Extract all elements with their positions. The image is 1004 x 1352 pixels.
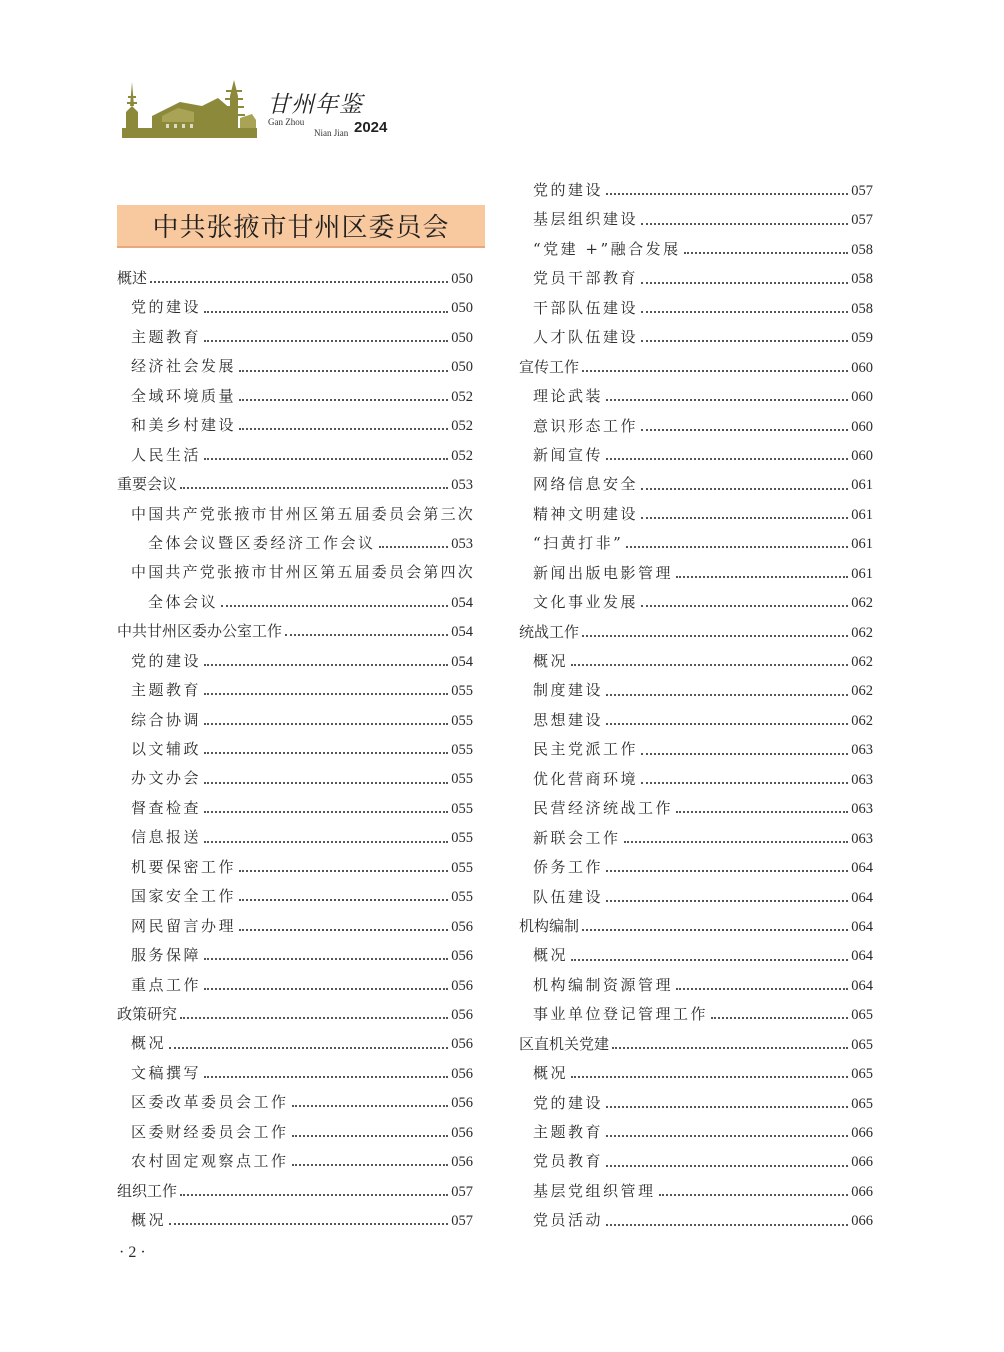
toc-entry[interactable] — [117, 1000, 473, 1029]
toc-entry-page: 057 — [451, 1213, 473, 1229]
toc-entry[interactable] — [117, 500, 476, 529]
toc-entry-label: 优化营商环境 — [533, 769, 639, 788]
toc-entry[interactable] — [117, 293, 473, 322]
toc-entry[interactable] — [519, 529, 873, 558]
dot-leader — [292, 1163, 449, 1166]
toc-entry-label: 党的建设 — [533, 181, 604, 199]
page-number: · 2 · — [119, 1244, 146, 1261]
dot-leader — [641, 339, 848, 342]
toc-entry-label: 基层组织建设 — [533, 210, 639, 229]
toc-entry-page: 059 — [851, 330, 873, 347]
toc-entry-page: 060 — [851, 447, 873, 464]
toc-entry-label: 和美乡村建设 — [131, 416, 237, 435]
toc-entry[interactable] — [519, 618, 873, 647]
toc-entry-label: 侨务工作 — [533, 858, 604, 877]
toc-entry[interactable] — [519, 1177, 873, 1206]
toc-entry-label: 干部队伍建设 — [533, 298, 639, 317]
dot-leader — [641, 310, 848, 313]
dot-leader — [641, 281, 848, 284]
toc-entry[interactable] — [519, 205, 873, 234]
toc-entry[interactable] — [117, 1206, 473, 1235]
toc-entry-page: 052 — [451, 418, 473, 435]
toc-entry[interactable] — [519, 941, 873, 970]
toc-entry[interactable] — [117, 558, 476, 587]
toc-entry-label: 服务保障 — [131, 946, 202, 965]
toc-entry-page: 055 — [451, 859, 473, 876]
toc-entry-label: 中国共产党张掖市甘州区第五届委员会第四次 — [131, 563, 476, 582]
dot-leader — [641, 428, 848, 431]
toc-entry-page: 050 — [451, 359, 473, 376]
dot-leader — [169, 1046, 448, 1049]
section-title: 中共张掖市甘州区委员会 — [117, 205, 485, 248]
toc-entry[interactable] — [117, 912, 473, 941]
dot-leader — [624, 840, 849, 843]
dot-leader — [606, 398, 848, 401]
toc-entry-page: 062 — [851, 712, 873, 729]
toc-entry-label: 精神文明建设 — [533, 504, 639, 523]
toc-entry-label: 党员教育 — [533, 1152, 604, 1171]
toc-entry-label: 民营经济统战工作 — [533, 799, 674, 818]
brand-pinyin-1: Gan Zhou — [268, 117, 305, 127]
toc-left-column — [117, 264, 476, 1235]
toc-entry[interactable] — [519, 1089, 873, 1118]
toc-entry-page: 061 — [851, 506, 873, 523]
toc-entry-page: 055 — [451, 712, 473, 729]
toc-entry-label: 新闻出版电影管理 — [533, 563, 674, 582]
toc-entry-page: 052 — [451, 447, 473, 464]
toc-entry-label: 督查检查 — [131, 798, 202, 817]
toc-entry-page: 053 — [451, 535, 473, 552]
toc-entry[interactable] — [117, 529, 473, 558]
toc-entry[interactable] — [117, 676, 473, 705]
dot-leader — [204, 663, 448, 666]
toc-entry-label: 重要会议 — [117, 475, 178, 494]
dot-leader — [180, 1016, 448, 1019]
toc-entry-page: 055 — [451, 830, 473, 847]
toc-entry-label: 民主党派工作 — [533, 740, 639, 759]
toc-entry[interactable] — [519, 824, 873, 853]
toc-entry-label: 意识形态工作 — [533, 416, 639, 435]
toc-entry[interactable] — [117, 617, 473, 646]
toc-entry-label: 农村固定观察点工作 — [131, 1152, 289, 1171]
toc-entry-page: 063 — [851, 742, 873, 759]
toc-entry-page: 061 — [851, 536, 873, 553]
toc-entry-label: 主题教育 — [533, 1123, 604, 1141]
dot-leader — [204, 987, 448, 990]
toc-entry-page: 054 — [451, 653, 473, 670]
toc-entry-label: 党员干部教育 — [533, 269, 639, 288]
toc-entry-label: 国家安全工作 — [131, 887, 237, 906]
toc-entry-page: 056 — [451, 977, 473, 994]
toc-entry[interactable] — [519, 235, 873, 264]
toc-entry-label: 以文辅政 — [131, 740, 202, 758]
dot-leader — [676, 987, 848, 990]
toc-entry-page: 057 — [451, 1183, 473, 1200]
toc-entry[interactable] — [117, 853, 473, 882]
toc-entry[interactable] — [519, 706, 873, 735]
toc-entry-page: 055 — [451, 771, 473, 788]
dot-leader — [606, 1105, 848, 1108]
toc-entry[interactable] — [117, 823, 473, 852]
toc-entry-page: 052 — [451, 388, 473, 405]
dot-leader — [204, 457, 448, 460]
dot-leader — [641, 604, 848, 607]
toc-entry-label: “党建 +”融合发展 — [533, 239, 681, 258]
dot-leader — [204, 810, 448, 813]
yearbook-brand-title: 甘州年鉴 — [267, 92, 363, 118]
toc-entry-page: 060 — [851, 418, 873, 435]
toc-entry-label: 概述 — [117, 269, 148, 287]
toc-entry-label: 办文办会 — [131, 769, 202, 788]
toc-entry-page: 054 — [451, 624, 473, 641]
toc-entry-page: 055 — [451, 683, 473, 700]
toc-entry[interactable] — [117, 1177, 473, 1206]
dot-leader — [641, 222, 848, 225]
toc-entry-label: 队伍建设 — [533, 887, 604, 906]
toc-entry[interactable] — [117, 941, 473, 970]
dot-leader — [571, 958, 848, 961]
dot-leader — [221, 604, 448, 607]
dot-leader — [676, 810, 848, 813]
toc-entry[interactable] — [117, 1059, 473, 1088]
toc-entry[interactable] — [519, 412, 873, 441]
dot-leader — [204, 310, 448, 313]
dot-leader — [204, 1075, 448, 1078]
toc-entry[interactable] — [519, 883, 873, 912]
toc-entry[interactable] — [117, 588, 473, 617]
dot-leader — [239, 869, 448, 872]
toc-entry[interactable] — [519, 176, 873, 205]
toc-entry[interactable] — [519, 323, 873, 352]
dot-leader — [606, 869, 848, 872]
toc-entry-page: 065 — [851, 1007, 873, 1024]
toc-entry-page: 060 — [851, 389, 873, 406]
toc-entry-label: 中共甘州区委办公室工作 — [117, 622, 283, 641]
dot-leader — [606, 1223, 848, 1226]
toc-entry-label: 党的建设 — [131, 651, 202, 670]
toc-entry-page: 058 — [851, 241, 873, 258]
toc-entry-label: 党的建设 — [131, 298, 202, 317]
dot-leader — [180, 1193, 448, 1196]
toc-entry-label: 事业单位登记管理工作 — [533, 1005, 709, 1024]
dot-leader — [239, 928, 448, 931]
dot-leader — [571, 1075, 848, 1078]
toc-entry-label: 概况 — [533, 946, 569, 965]
dot-leader — [204, 781, 448, 784]
toc-entry-label: 统战工作 — [519, 622, 580, 641]
toc-entry-label: 区委改革委员会工作 — [131, 1093, 289, 1112]
toc-entry-page: 058 — [851, 271, 873, 288]
dot-leader — [180, 486, 448, 489]
toc-entry-page: 055 — [451, 742, 473, 758]
toc-entry-label: 网民留言办理 — [131, 916, 237, 935]
toc-entry-page: 062 — [851, 624, 873, 641]
toc-entry-page: 056 — [451, 1154, 473, 1171]
toc-entry-label: 全域环境质量 — [131, 386, 237, 405]
toc-entry[interactable] — [117, 706, 473, 735]
toc-entry-page: 064 — [851, 918, 873, 935]
toc-entry-page: 055 — [451, 800, 473, 817]
toc-entry-label: 概况 — [131, 1034, 167, 1053]
toc-entry[interactable] — [519, 1000, 873, 1029]
toc-entry[interactable] — [519, 500, 873, 529]
dot-leader — [292, 1104, 449, 1107]
dot-leader — [582, 369, 848, 372]
toc-entry-label: 区委财经委员会工作 — [131, 1122, 289, 1141]
toc-entry[interactable] — [117, 1147, 473, 1176]
toc-entry[interactable] — [117, 470, 473, 499]
toc-entry-page: 062 — [851, 683, 873, 700]
toc-entry-page: 066 — [851, 1125, 873, 1141]
toc-entry[interactable] — [117, 1029, 473, 1058]
dot-leader — [711, 1016, 848, 1019]
dot-leader — [606, 1164, 848, 1167]
toc-right-column — [519, 176, 873, 1236]
toc-entry[interactable] — [519, 1030, 873, 1059]
toc-entry-page: 056 — [451, 1124, 473, 1141]
toc-entry[interactable] — [519, 441, 873, 470]
toc-entry-page: 063 — [851, 830, 873, 847]
toc-entry[interactable] — [519, 470, 873, 499]
toc-entry-label: 党的建设 — [533, 1093, 604, 1112]
dot-leader — [606, 899, 848, 902]
toc-entry-label: 全体会议暨区委经济工作会议 — [148, 533, 376, 552]
toc-entry-page: 061 — [851, 477, 873, 494]
dot-leader — [626, 545, 848, 548]
toc-entry[interactable] — [117, 971, 473, 1000]
toc-entry[interactable] — [117, 441, 473, 470]
toc-entry[interactable] — [519, 1147, 873, 1176]
toc-entry-label: 信息报送 — [131, 828, 202, 847]
toc-entry-label: “扫黄打非” — [533, 534, 624, 553]
toc-entry[interactable] — [117, 735, 473, 764]
toc-entry-page: 065 — [851, 1066, 873, 1083]
toc-entry-page: 062 — [851, 654, 873, 670]
dot-leader — [204, 339, 448, 342]
toc-entry[interactable] — [519, 382, 873, 411]
toc-entry[interactable] — [519, 853, 873, 882]
brand-year: 2024 — [354, 119, 388, 136]
toc-entry-page: 065 — [851, 1036, 873, 1053]
toc-entry-page: 053 — [451, 477, 473, 494]
toc-entry-label: 机要保密工作 — [131, 857, 237, 876]
toc-entry-label: 主题教育 — [131, 327, 202, 346]
toc-entry-label: 宣传工作 — [519, 357, 580, 376]
toc-entry[interactable] — [117, 264, 473, 293]
toc-entry-label: 中国共产党张掖市甘州区第五届委员会第三次 — [131, 504, 476, 523]
dot-leader — [379, 545, 449, 548]
toc-entry-page: 064 — [851, 860, 873, 877]
toc-entry-page: 056 — [451, 1095, 473, 1112]
toc-entry-page: 064 — [851, 948, 873, 965]
toc-entry-page: 055 — [451, 889, 473, 906]
toc-entry[interactable] — [117, 794, 473, 823]
dot-leader — [641, 487, 848, 490]
toc-entry-label: 党员活动 — [533, 1211, 604, 1230]
toc-entry-label: 基层党组织管理 — [533, 1181, 656, 1200]
toc-entry-label: 组织工作 — [117, 1181, 178, 1200]
dot-leader — [606, 1134, 848, 1137]
toc-entry[interactable] — [519, 264, 873, 293]
toc-entry-page: 057 — [851, 183, 873, 199]
toc-entry-label: 文稿撰写 — [131, 1063, 202, 1082]
dot-leader — [285, 633, 448, 636]
toc-entry-page: 063 — [851, 801, 873, 818]
dot-leader — [292, 1134, 449, 1137]
dot-leader — [239, 427, 448, 430]
dot-leader — [204, 840, 448, 843]
dot-leader — [612, 1046, 848, 1049]
dot-leader — [641, 516, 848, 519]
toc-entry[interactable] — [519, 971, 873, 1000]
toc-entry[interactable] — [519, 1118, 873, 1147]
dot-leader — [606, 457, 848, 460]
toc-entry-label: 人才队伍建设 — [533, 328, 639, 347]
toc-entry[interactable] — [519, 353, 873, 382]
toc-entry-page: 064 — [851, 977, 873, 994]
dot-leader — [582, 634, 848, 637]
toc-entry-label: 综合协调 — [131, 710, 202, 729]
toc-entry-page: 064 — [851, 889, 873, 906]
toc-entry[interactable] — [519, 912, 873, 941]
toc-entry-page: 066 — [851, 1154, 873, 1171]
toc-entry-label: 文化事业发展 — [533, 593, 639, 612]
dot-leader — [239, 398, 448, 401]
dot-leader — [239, 369, 448, 372]
toc-entry-label: 经济社会发展 — [131, 357, 237, 376]
dot-leader — [641, 752, 848, 755]
toc-entry-page: 050 — [451, 300, 473, 317]
dot-leader — [204, 722, 448, 725]
toc-entry-label: 重点工作 — [131, 975, 202, 994]
toc-entry-label: 理论武装 — [533, 387, 604, 406]
toc-entry-label: 区直机关党建 — [519, 1034, 610, 1053]
toc-entry-label: 新闻宣传 — [533, 445, 604, 464]
brand-pinyin-2: Nian Jian — [314, 128, 349, 138]
dot-leader — [684, 251, 849, 254]
toc-entry-page: 065 — [851, 1095, 873, 1112]
toc-entry[interactable] — [519, 647, 873, 676]
page-header — [122, 76, 422, 140]
toc-entry[interactable] — [117, 882, 473, 911]
toc-entry[interactable] — [117, 323, 473, 352]
toc-entry-page: 056 — [451, 1036, 473, 1053]
toc-entry-label: 思想建设 — [533, 710, 604, 729]
toc-entry[interactable] — [519, 1059, 873, 1088]
dot-leader — [606, 192, 848, 195]
toc-entry[interactable] — [519, 765, 873, 794]
dot-leader — [204, 751, 448, 754]
toc-entry[interactable] — [519, 559, 873, 588]
toc-entry[interactable] — [117, 647, 473, 676]
toc-entry[interactable] — [117, 411, 473, 440]
toc-entry-label: 人民生活 — [131, 445, 202, 464]
toc-entry[interactable] — [519, 676, 873, 705]
toc-entry-page: 066 — [851, 1213, 873, 1230]
dot-leader — [641, 781, 848, 784]
toc-entry-page: 063 — [851, 771, 873, 788]
toc-entry[interactable] — [117, 382, 473, 411]
toc-entry-page: 050 — [451, 329, 473, 346]
toc-entry-label: 新联会工作 — [533, 828, 621, 847]
toc-entry-page: 061 — [851, 565, 873, 582]
toc-entry-label: 网络信息安全 — [533, 475, 639, 494]
dot-leader — [204, 692, 448, 695]
toc-entry-label: 全体会议 — [148, 592, 219, 611]
dot-leader — [169, 1222, 448, 1225]
dot-leader — [150, 280, 448, 283]
toc-entry[interactable] — [519, 1206, 873, 1235]
toc-entry-page: 056 — [451, 918, 473, 935]
toc-entry-label: 主题教育 — [131, 681, 202, 700]
toc-entry[interactable] — [519, 294, 873, 323]
toc-entry[interactable] — [117, 1088, 473, 1117]
dot-leader — [239, 898, 448, 901]
toc-entry-page: 066 — [851, 1183, 873, 1200]
dot-leader — [606, 722, 848, 725]
toc-entry[interactable] — [117, 1118, 473, 1147]
toc-entry[interactable] — [117, 352, 473, 381]
pagoda-skyline-logo — [122, 76, 257, 140]
toc-entry-page: 050 — [451, 271, 473, 287]
dot-leader — [582, 928, 848, 931]
toc-entry[interactable] — [117, 764, 473, 793]
toc-entry-label: 制度建设 — [533, 681, 604, 700]
toc-entry-page: 056 — [451, 1065, 473, 1082]
toc-entry[interactable] — [519, 794, 873, 823]
toc-entry-page: 062 — [851, 595, 873, 612]
toc-entry-page: 056 — [451, 1006, 473, 1023]
toc-entry-label: 概况 — [533, 1064, 569, 1083]
toc-entry-page: 060 — [851, 359, 873, 376]
toc-entry-label: 政策研究 — [117, 1004, 178, 1023]
dot-leader — [659, 1193, 849, 1196]
toc-entry-label: 机构编制资源管理 — [533, 975, 674, 994]
toc-entry-page: 058 — [851, 300, 873, 317]
dot-leader — [204, 957, 448, 960]
toc-entry[interactable] — [519, 588, 873, 617]
toc-entry-page: 054 — [451, 594, 473, 611]
toc-entry-page: 057 — [851, 212, 873, 229]
toc-entry-label: 概况 — [533, 652, 569, 670]
toc-entry-label: 机构编制 — [519, 916, 580, 935]
toc-entry[interactable] — [519, 735, 873, 764]
dot-leader — [571, 663, 848, 666]
dot-leader — [606, 693, 848, 696]
toc-entry-label: 概况 — [131, 1211, 167, 1229]
toc-entry-page: 056 — [451, 948, 473, 965]
dot-leader — [676, 575, 848, 578]
